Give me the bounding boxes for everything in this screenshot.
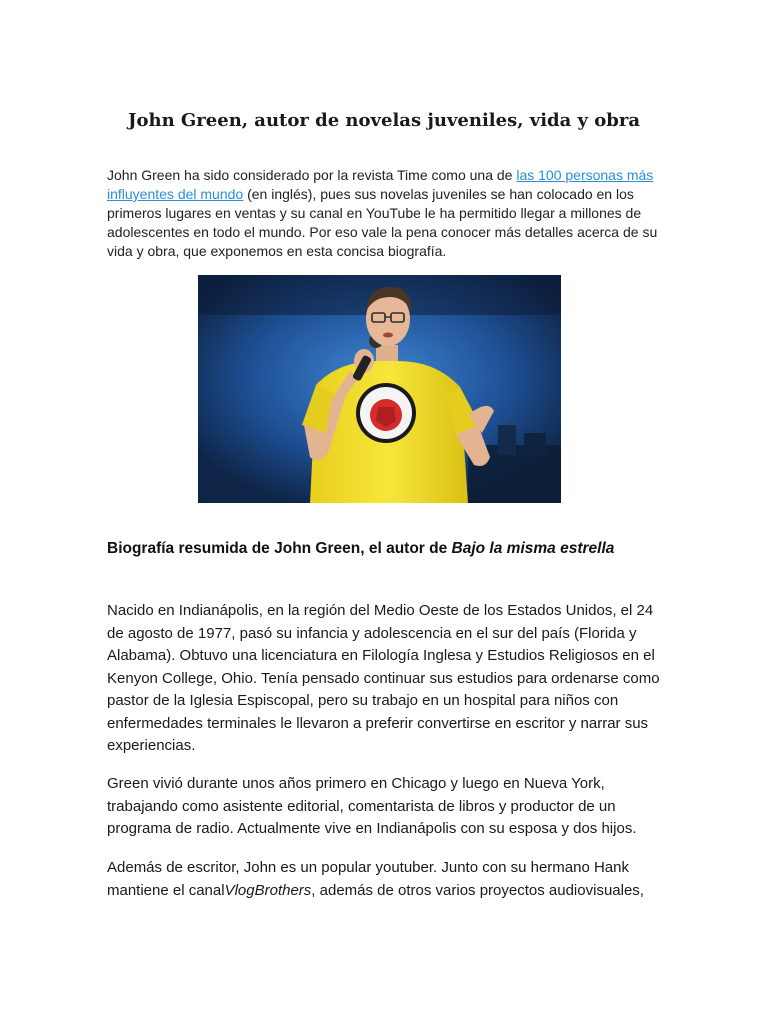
heading-text: Biografía resumida de John Green, el autor de [107,540,452,557]
biography-paragraph-3 [107,857,667,902]
biography-section-heading [107,540,667,558]
intro-text-after-link: (en inglés), pues sus novelas juveniles se han colocado en los primeros lugares en ventas y su canal en YouTube le ha permitido llegar a millones de adolescentes en todo el mundo. Por eso vale la pena conocer más detalles acerca de su vida y obra, que exponemos en esta concisa biografía. [107,186,658,259]
speaker-illustration [198,275,561,503]
paragraph-3-text-before: Además de escritor, John es un popular youtuber. Junto con su hermano Hank mantiene el canal [107,859,629,899]
channel-name-italic: VlogBrothers [224,881,312,899]
article-title: John Green, autor de novelas juveniles, vida y obra [127,110,641,131]
intro-text-before-link: John Green ha sido considerado por la revista Time como una de [107,167,517,183]
biography-paragraph-2: Green vivió durante unos años primero en Chicago y luego en Nueva York, trabajando como asistente editorial, comentarista de libros y productor de un programa de radio. Actualmente vive en Indianápolis con su esposa y dos hijos. [107,775,637,837]
paragraph-3-text-after: , además de otros varios proyectos audiovisuales, [311,881,644,899]
book-title-italic: Bajo la misma estrella [451,540,615,557]
intro-paragraph [107,166,662,261]
speaker-photo [198,275,561,503]
time-100-link[interactable]: las 100 personas más influyentes del mundo [107,167,654,202]
biography-paragraph-1: Nacido en Indianápolis, en la región del Medio Oeste de los Estados Unidos, el 24 de agosto de 1977, pasó su infancia y adolescencia en el sur del país (Florida y Alabama). Obtuvo una licenciatura en Filología Inglesa y Estudios Religiosos en el Kenyon College, Ohio. Tenía pensado continuar sus estudios para ordenarse como pastor de la Iglesia Espiscopal, pero su trabajo en un hospital para niños con enfermedades terminales le llevaron a preferir convertirse en escritor y narrar sus experiencias. [107,602,660,754]
